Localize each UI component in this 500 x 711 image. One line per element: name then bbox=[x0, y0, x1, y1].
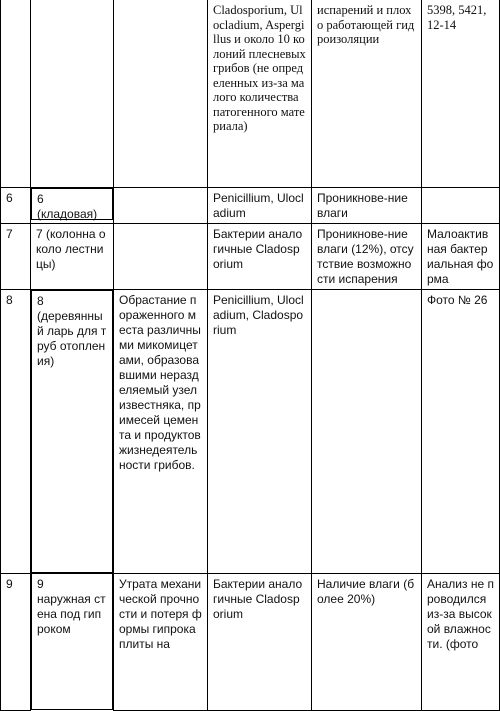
cell-place: 9 наружная стена под гипроком bbox=[31, 573, 113, 710]
cell-notes bbox=[422, 188, 500, 224]
cell-damage bbox=[114, 224, 208, 290]
cell-notes: 5398, 5421, 12-14 bbox=[422, 0, 500, 188]
cell-organisms: Cladosporium, Ulocladium, Aspergillus и около 10 колоний плесневых грибов (не определенных из-за малого количества патогенного материала) bbox=[208, 0, 312, 188]
table-row bbox=[1, 0, 500, 188]
table-row bbox=[1, 290, 500, 574]
cell-number: 6 bbox=[1, 188, 31, 224]
cell-organisms: Penicillium, Ulocladium, Cladosporium bbox=[208, 290, 312, 574]
cell-place: 7 (колонна около лестницы) bbox=[31, 224, 114, 290]
cell-number bbox=[1, 0, 31, 188]
cell-number: 9 bbox=[1, 573, 31, 710]
cell-organisms: Бактерии аналогичные Cladosporium bbox=[208, 573, 312, 710]
cell-place: 8 (деревянный ларь для труб отопления) bbox=[31, 290, 113, 573]
cell-causes: Проникнове-ние влаги (12%), отсутствие возможности испарения bbox=[312, 224, 422, 290]
cell-causes: испарений и плохо работающей гидроизоляции bbox=[312, 0, 422, 188]
cell-causes: Наличие влаги (более 20%) bbox=[312, 573, 422, 710]
cell-number: 7 bbox=[1, 224, 31, 290]
cell-causes: Проникнове-ние влаги bbox=[312, 188, 422, 224]
cell-place bbox=[31, 0, 114, 188]
cell-damage bbox=[114, 188, 208, 224]
table-row bbox=[1, 188, 500, 224]
cell-notes: Малоактивная бактериальная форма bbox=[422, 224, 500, 290]
cell-organisms: Бактерии аналогичные Cladosporium bbox=[208, 224, 312, 290]
cell-number: 8 bbox=[1, 290, 31, 574]
cell-damage: Обрастание пораженного места различными микомицетами, образовавшими неразделяемый узел известняка, примесей цемента и продуктов жизнедеятельности грибов. bbox=[114, 290, 208, 574]
cell-notes: Анализ не проводился из-за высокой влажности. (фото bbox=[422, 573, 500, 710]
table-row bbox=[1, 573, 500, 710]
cell-causes bbox=[312, 290, 422, 574]
cell-organisms: Penicillium, Ulocladium bbox=[208, 188, 312, 224]
table-row bbox=[1, 224, 500, 290]
cell-damage bbox=[114, 0, 208, 188]
cell-notes: Фото № 26 bbox=[422, 290, 500, 574]
cell-place: 6 (кладовая) bbox=[31, 188, 113, 220]
cell-damage: Утрата механической прочности и потеря формы гипрока плиты на bbox=[114, 573, 208, 710]
